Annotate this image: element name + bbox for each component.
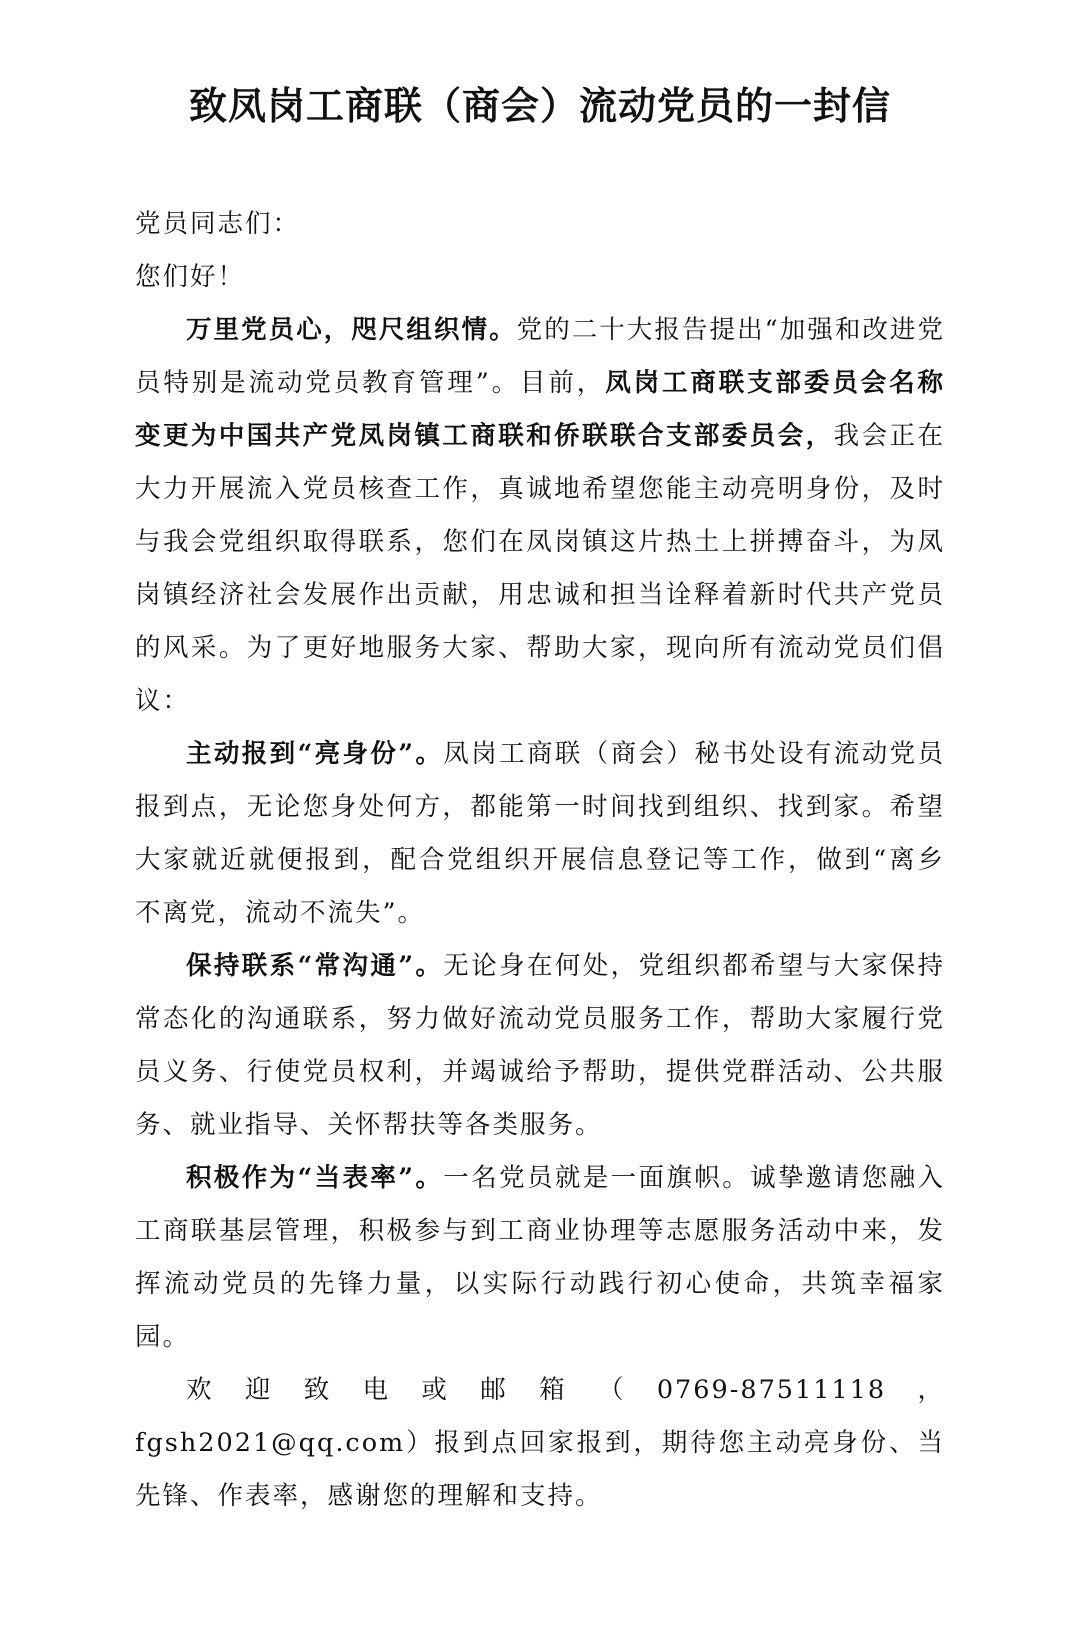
greeting: 您们好！ — [135, 262, 246, 292]
paragraph-be-example — [135, 1152, 945, 1364]
paragraph-contact-info — [135, 1364, 945, 1523]
letter-title: 致凤岗工商联（商会）流动党员的一封信 — [188, 84, 891, 128]
paragraph-heading: 保持联系“常沟通”。 — [186, 951, 444, 981]
paragraph-heading: 万里党员心，咫尺组织情。 — [186, 315, 517, 345]
paragraph-keep-contact — [135, 940, 945, 1152]
paragraph-text: 一名党员就是一面旗帜。诚挚邀请您融入工商联基层管理，积极参与到工商业协理等志愿服务活动中来，发挥流动党员的先锋力量，以实际行动践行初心使命，共筑幸福家园。 — [135, 1163, 945, 1352]
paragraph-text: 欢迎致电或邮箱（0769-87511118，fgsh2021@qq.com）报到点回家报到，期待您主动亮身份、当先锋、作表率，感谢您的理解和支持。 — [135, 1375, 945, 1511]
paragraph-heading: 积极作为“当表率”。 — [186, 1163, 444, 1193]
paragraph-emphasis: 凤岗工商联支部委员会名称变更为中国共产党凤岗镇工商联和侨联联合支部委员会， — [135, 368, 945, 451]
paragraph-text: 凤岗工商联（商会）秘书处设有流动党员报到点，无论您身处何方，都能第一时间找到组织、找到家。希望大家就近就便报到，配合党组织开展信息登记等工作，做到“离乡不离党，流动不流失”。 — [135, 739, 945, 928]
paragraph-report-identity — [135, 728, 945, 940]
paragraph-text: 党的二十大报告提出“加强和改进党员特别是流动党员教育管理”。目前， — [135, 315, 945, 398]
paragraph-initiative — [135, 304, 945, 728]
paragraph-text: 我会正在大力开展流入党员核查工作，真诚地希望您能主动亮明身份，及时与我会党组织取得联系，您们在凤岗镇这片热土上拼搏奋斗，为凤岗镇经济社会发展作出贡献，用忠诚和担当诠释着新时代共产党员的风采。为了更好地服务大家、帮助大家，现向所有流动党员们倡议： — [135, 421, 945, 716]
paragraph-text: 无论身在何处，党组织都希望与大家保持常态化的沟通联系，努力做好流动党员服务工作，帮助大家履行党员义务、行使党员权利，并竭诚给予帮助，提供党群活动、公共服务、就业指导、关怀帮扶等各类服务。 — [135, 951, 945, 1140]
salutation: 党员同志们： — [135, 209, 301, 239]
paragraph-heading: 主动报到“亮身份”。 — [186, 739, 444, 769]
